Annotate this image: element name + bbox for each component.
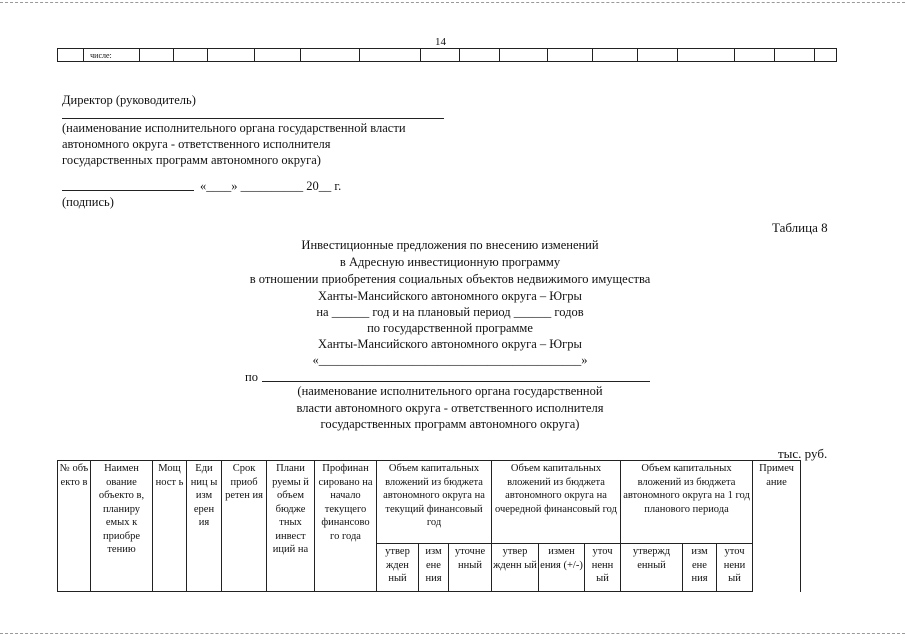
group-header-plan-year: Объем капитальных вложений из бюджета автономного округа на 1 год планового периода [621,461,753,544]
sub-header-refined: уточ нени ый [717,544,753,592]
col-header-number: № объ екто в [58,461,91,592]
strip-cell [359,49,420,62]
title-org-note-3: государственных программ автономного округа) [320,417,580,431]
strip-cell [460,49,500,62]
strip-cell [300,49,359,62]
strip-cell [774,49,814,62]
signature-note: (подпись) [62,195,114,209]
strip-label: числе: [84,49,140,62]
top-scan-edge [0,2,905,3]
strip-cell [174,49,208,62]
sub-header-approved: утвер жденн ый [492,544,539,592]
group-header-current-year: Объем капитальных вложений из бюджета автономного округа на текущий финансовый год [377,461,492,544]
strip-cell [638,49,678,62]
col-header-unit: Еди ниц ы изм ерен ия [187,461,222,592]
strip-cell [547,49,592,62]
strip-cell [678,49,735,62]
org-note-3: государственных программ автономного округа) [62,153,321,167]
po-prefix: по [245,370,258,384]
page-cutoff [0,592,905,642]
strip-cell [58,49,84,62]
strip-cell [255,49,300,62]
sub-header-changes: изм ене ния [683,544,717,592]
strip-cell [420,49,460,62]
col-header-name: Наимен ование объекто в, планиру емых к приобре тению [91,461,153,592]
strip-cell [140,49,174,62]
col-header-planned: Плани руемы й объем бюдже тных инвест иций на [267,461,315,592]
bottom-scan-edge [0,633,905,634]
signature-line [62,190,194,191]
title-line-8: «__________________________________________» [312,353,588,367]
investment-table [57,460,801,592]
director-label: Директор (руководитель) [62,93,196,107]
col-header-power: Мощ ност ь [153,461,187,592]
sub-header-refined: уточне нный [449,544,492,592]
col-header-term: Срок приоб ретен ия [222,461,267,592]
table-label: Таблица 8 [772,220,828,235]
sub-header-changes: изм ене ния [419,544,449,592]
po-org-line [262,381,650,382]
sub-header-changes: измен ения (+/-) [539,544,585,592]
org-note-2: автономного округа - ответственного исполнителя [62,137,331,151]
title-org-note-2: власти автономного округа - ответственного исполнителя [296,401,604,415]
title-org-note-1: (наименование исполнительного органа государственной [297,384,603,398]
title-line-6: по государственной программе [367,321,533,335]
title-line-7: Ханты-Мансийского автономного округа – Югры [318,337,582,351]
title-line-4: Ханты-Мансийского автономного округа – Югры [318,289,582,303]
strip-cell [207,49,254,62]
page-number: 14 [435,36,446,48]
col-header-financed: Профинан сировано на начало текущего финансово го года [315,461,377,592]
strip-cell [735,49,775,62]
title-line-2: в Адресную инвестиционную программу [339,255,561,269]
title-line-1: Инвестиционные предложения по внесению изменений [301,238,599,252]
sub-header-refined: уточ ненн ый [585,544,621,592]
sub-header-approved: утвер жден ный [377,544,419,592]
continuation-strip-table [57,48,837,62]
director-name-line [62,118,444,119]
sub-header-approved: утвержд енный [621,544,683,592]
title-line-5: на ______ год и на плановый период ______ годов [316,305,584,319]
units-label: тыс. руб. [778,446,828,461]
org-note-1: (наименование исполнительного органа государственной власти [62,121,406,135]
strip-cell [814,49,836,62]
title-line-3: в отношении приобретения социальных объектов недвижимого имущества [249,272,651,286]
date-line: «____» __________ 20__ г. [200,179,342,193]
strip-cell [500,49,547,62]
col-header-note: Примеч ание [753,461,801,592]
group-header-next-year: Объем капитальных вложений из бюджета автономного округа на очередной финансовый год [492,461,621,544]
strip-cell [593,49,638,62]
